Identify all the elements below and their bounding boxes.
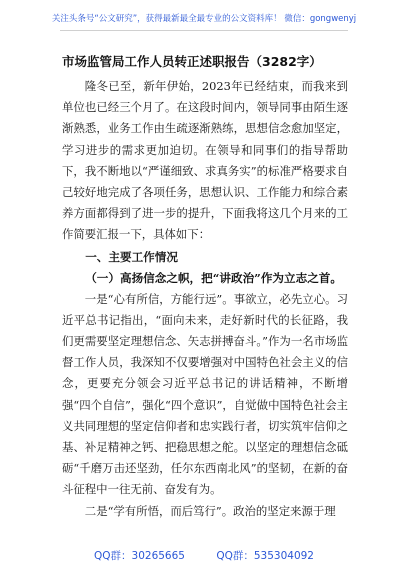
paragraph-1: 一是“心有所信，方能行远”。事欲立，必先立心。习近平总书记指出，“面向未来，走好新时代的长征路，我们更需要坚定理想信念、矢志拼搏奋斗。”作为一名市场监督工作人员，我深知不仅要增强对中国特色社会主义的信念，更要充分领会习近平总书记的讲话精神，不断增强“四个自信”，强化“四个意识”，自觉做中国特色社会主义共同理想的坚定信仰者和忠实践行者，切实筑牢信仰之基、补足精神之钙、把稳思想之舵。以坚定的理想信念砥砺“千磨万击还坚劲，任尔东西南北风”的坚韧，在新的奋斗征程中一往无前、奋发有为。 xyxy=(62,291,348,497)
section-heading: 一、主要工作情况 xyxy=(85,249,178,264)
document-title: 市场监管局工作人员转正述职报告（3282字） xyxy=(62,54,322,69)
paragraph-2: 二是“学有所悟，而后笃行”。政治的坚定来源于理 xyxy=(84,503,336,518)
intro-paragraph: 隆冬已至，新年伊始，2023年已经结束，而我来到单位也已经三个月了。在这段时间内，领导同事由陌生逐渐熟悉，业务工作由生疏逐渐熟练，思想信念愈加坚定，学习进步的需求更加迫切。在领导和同事们的指导帮助下，我不断地以“严谨细致、求真务实”的标准严格要求自己较好地完成了各项任务，思想认识、工作能力和综合素养方面都得到了进一步的提升，下面我将这几个月来的工作简要汇报一下，具体如下： xyxy=(62,79,348,242)
subsection-heading: （一）高扬信念之帜，把“讲政治”作为立志之首。 xyxy=(85,270,342,285)
footer-qq-group-1: QQ群：30265665 xyxy=(94,550,185,562)
header-divider xyxy=(60,30,348,31)
header-banner: 关注头条号“公文研究”，获得最新最全最专业的公文资料库！ 微信：gongwenyj xyxy=(51,14,357,24)
footer-qq-group-2: QQ群：535304092 xyxy=(216,550,314,562)
footer-contacts xyxy=(0,548,408,563)
document-body xyxy=(62,52,348,522)
